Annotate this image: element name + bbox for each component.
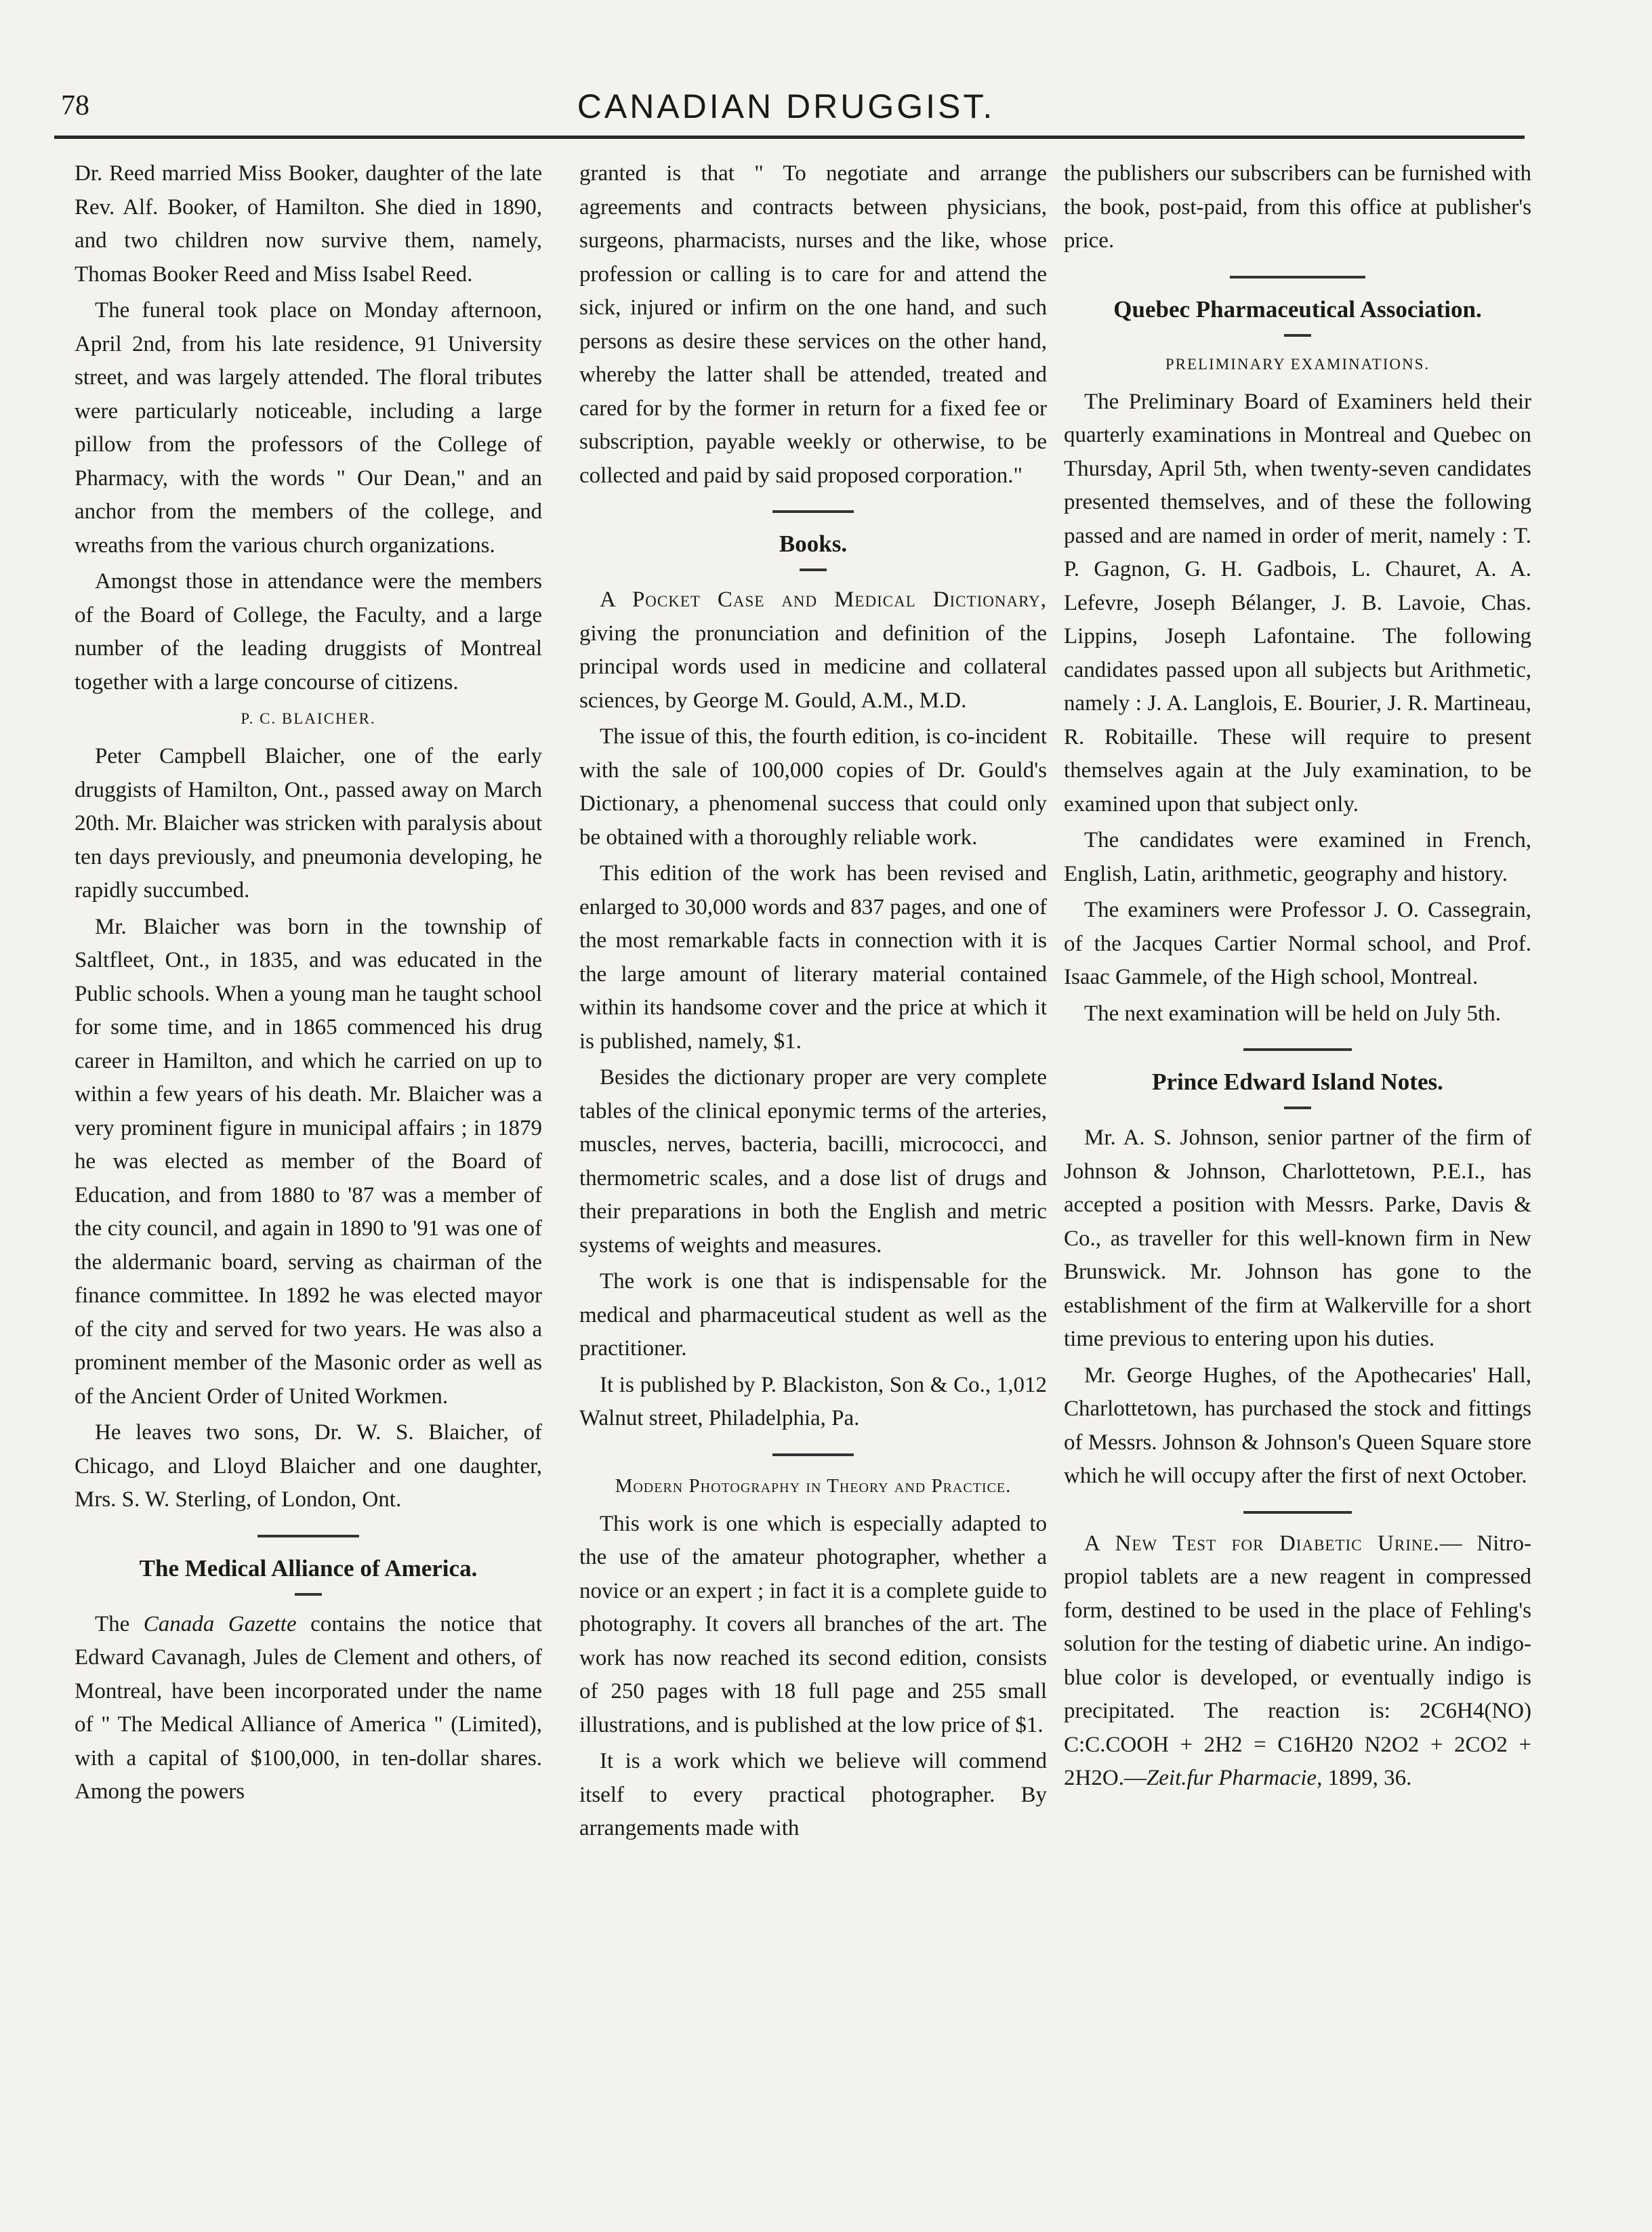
dictionary-paragraph-2: The issue of this, the fourth edition, is co-incident with the sale of 100,000 copies of Dr. Gould's Dictionary, a phenomenal success that could only be obtained with a thoroughly reliable work. <box>579 724 1047 850</box>
dictionary-paragraph-1: A Pocket Case and Medical Dictionary, giving the pronunciation and definition of the principal words used in medicine and collateral sciences, by George M. Gould, A.M., M.D. <box>579 587 1047 713</box>
dictionary-paragraph-5: The work is one that is indispensable for the medical and pharmaceutical student as well as the practitioner. <box>579 1269 1047 1361</box>
dictionary-paragraph-3: This edition of the work has been revised and enlarged to 30,000 words and 837 pages, and one of the most remarkable facts in connection with it is the large amount of literary material contained within its handsome cover and the price at which it is published, namely, $1. <box>579 861 1047 1054</box>
blaicher-paragraph-3: He leaves two sons, Dr. W. S. Blaicher, of Chicago, and Lloyd Blaicher and one daughter, Mrs. S. W. Sterling, of London, Ont. <box>75 1420 542 1512</box>
column-2 <box>579 157 1047 2176</box>
title-dash <box>800 569 827 571</box>
column-1 <box>75 157 542 2176</box>
header-rule <box>54 136 1525 139</box>
gazette-name: Canada Gazette <box>143 1611 297 1636</box>
reed-attendance-paragraph: Amongst those in attendance were the members of the Board of College, the Faculty, and a large number of the leading druggists of Montreal together with a large concourse of citizens. <box>75 569 542 695</box>
photography-paragraph-1: This work is one which is especially adapted to the use of the amateur photographer, whether a novice or an expert ; in fact it is a complete guide to photography. It covers all branches of the art. The work has now reached its second edition, consists of 250 pages with 18 full page and 255 small illustrations, and is published at the low price of $1. <box>579 1511 1047 1737</box>
diabetic-test-title: A New Test for Diabetic Urine. <box>1084 1531 1440 1556</box>
page-number: 78 <box>61 90 89 121</box>
blaicher-paragraph-1: Peter Campbell Blaicher, one of the early druggists of Hamilton, Ont., passed away on March 20th. Mr. Blaicher was stricken with paralysis about ten days previously, and pneumonia developing, he rapidly succumbed. <box>75 744 542 903</box>
pei-title: Prince Edward Island Notes. <box>1152 1069 1443 1095</box>
blaicher-paragraph-2: Mr. Blaicher was born in the township of Saltfleet, Ont., in 1835, and was educated in the Public schools. When a young man he taught school for some time, and in 1865 commenced his drug career in Hamilton, and which he carried on up to within a few years of his death. Mr. Blaicher was a very prominent figure in municipal affairs ; in 1879 he was elected as member of the Board of Education, and from 1880 to '87 was a member of the city council, and again in 1890 to '91 was one of the aldermanic board, serving as chairman of the finance committee. In 1892 he was elected mayor of the city and served for two years. He was also a prominent member of the Masonic order as well as of the Ancient Order of United Workmen. <box>75 914 542 1409</box>
medical-alliance-paragraph: The Canada Gazette contains the notice that Edward Cavanagh, Jules de Clement and others, of Montreal, have been incorporated under the name of " The Medical Alliance of America " (Limited), with a capital of $100,000, in ten-dollar shares. Among the powers <box>75 1611 542 1804</box>
running-head-title: CANADIAN DRUGGIST. <box>577 87 995 125</box>
reed-paragraph-1: Dr. Reed married Miss Booker, daughter of the late Rev. Alf. Booker, of Hamilton. She died in 1890, and two children now survive them, namely, Thomas Booker Reed and Miss Isabel Reed. <box>75 161 542 287</box>
source-citation: Zeit.fur Pharmacie, <box>1146 1766 1323 1790</box>
section-divider <box>257 1535 359 1537</box>
quebec-paragraph-3: The examiners were Professor J. O. Cassegrain, of the Jacques Cartier Normal school, and Prof. Isaac Gammele, of the High school, Montreal. <box>1064 898 1531 989</box>
blaicher-heading: P. C. BLAICHER. <box>241 710 376 727</box>
photography-paragraph-2: It is a work which we believe will commend itself to every practical photographer. By arrangements made with <box>579 1749 1047 1840</box>
dictionary-paragraph-4: Besides the dictionary proper are very complete tables of the clinical eponymic terms of the arteries, muscles, nerves, bacteria, bacilli, micrococci, and thermometric scales, and a dose list of drugs and their preparations in both the English and metric systems of weights and measures. <box>579 1065 1047 1258</box>
section-divider <box>1243 1511 1352 1514</box>
column-3 <box>1064 157 1531 2176</box>
photography-continued-paragraph: the publishers our subscribers can be furnished with the book, post-paid, from this office at publisher's price. <box>1064 161 1531 253</box>
title-dash <box>295 1593 322 1596</box>
pei-paragraph-1: Mr. A. S. Johnson, senior partner of the firm of Johnson & Johnson, Charlottetown, P.E.I., has accepted a position with Messrs. Parke, Davis & Co., as traveller for this well-known firm in New Brunswick. Mr. Johnson has gone to the establishment of the firm at Walkerville for a short time previous to entering upon his duties. <box>1064 1125 1531 1351</box>
section-divider <box>772 510 854 513</box>
section-divider <box>1243 1048 1352 1051</box>
quebec-title: Quebec Pharmaceutical Association. <box>1113 295 1482 323</box>
reaction-formula: 2C6H4(NO) C:C.COOH + 2H2 = C16H20 N2O2 + 2CO2 + 2H2O. <box>1064 1699 1531 1790</box>
section-divider <box>1230 276 1365 278</box>
quebec-paragraph-2: The candidates were examined in French, English, Latin, arithmetic, geography and history. <box>1064 828 1531 886</box>
preliminary-exams-subtitle: PRELIMINARY EXAMINATIONS. <box>1165 355 1430 373</box>
diabetic-test-paragraph: A New Test for Diabetic Urine.— Nitro-propiol tablets are a new reagent in compressed form, destined to be used in the place of Fehling's solution for the testing of diabetic urine. An indigo-blue color is developed, or eventually indigo is precipitated. The reaction is: 2C6H4(NO) C:C.COOH + 2H2 = C16H20 N2O2 + 2CO2 + 2H2O.—Zeit.fur Pharmacie, 1899, 36. <box>1064 1531 1531 1790</box>
dictionary-paragraph-6: It is published by P. Blackiston, Son & Co., 1,012 Walnut street, Philadelphia, Pa. <box>579 1372 1047 1430</box>
quebec-paragraph-1: The Preliminary Board of Examiners held their quarterly examinations in Montreal and Quebec on Thursday, April 5th, when twenty-seven candidates presented themselves, and of these the following passed and are named in order of merit, namely : T. P. Gagnon, G. H. Gadbois, L. Chauret, A. A. Lefevre, Joseph Bélanger, J. B. Lavoie, Chas. Lippins, Joseph Lafontaine. The following candidates passed upon all subjects but Arithmetic, namely : J. A. Langlois, E. Bourier, J. R. Martineau, R. Robitaille. These will require to present themselves again at the July examination, to be examined upon that subject only. <box>1064 389 1531 817</box>
page-header <box>54 81 1518 142</box>
reed-funeral-paragraph: The funeral took place on Monday afternoon, April 2nd, from his late residence, 91 University street, and was largely attended. The floral tributes were particularly noticeable, including a large pillow from the professors of the College of Pharmacy, with the words " Our Dean," and an anchor from the members of the college, and wreaths from the various church organizations. <box>75 298 542 558</box>
books-title: Books. <box>779 531 848 557</box>
title-dash <box>1284 334 1311 337</box>
pei-paragraph-2: Mr. George Hughes, of the Apothecaries' Hall, Charlottetown, has purchased the stock and fittings of Messrs. Johnson & Johnson's Queen Square store which he will occupy after the first of next October. <box>1064 1363 1531 1488</box>
quebec-paragraph-4: The next examination will be held on July 5th. <box>1084 1001 1501 1026</box>
alliance-continued-paragraph: granted is that " To negotiate and arrange agreements and contracts between physicians, surgeons, pharmacists, nurses and the like, whose profession or calling is to care for and attend the sick, injured or infirm on the one hand, and such persons as desire these services on the other hand, whereby the latter shall be attended, treated and cared for by the former in return for a fixed fee or subscription, payable weekly or otherwise, to be collected and paid by said proposed corporation." <box>579 161 1047 488</box>
title-dash <box>1284 1107 1311 1109</box>
medical-alliance-title: The Medical Alliance of America. <box>139 1554 478 1582</box>
section-divider <box>772 1453 854 1456</box>
photography-title: Modern Photography in Theory and Practice. <box>615 1474 1012 1497</box>
dictionary-title: A Pocket Case and Medical Dictionary, <box>600 587 1047 612</box>
